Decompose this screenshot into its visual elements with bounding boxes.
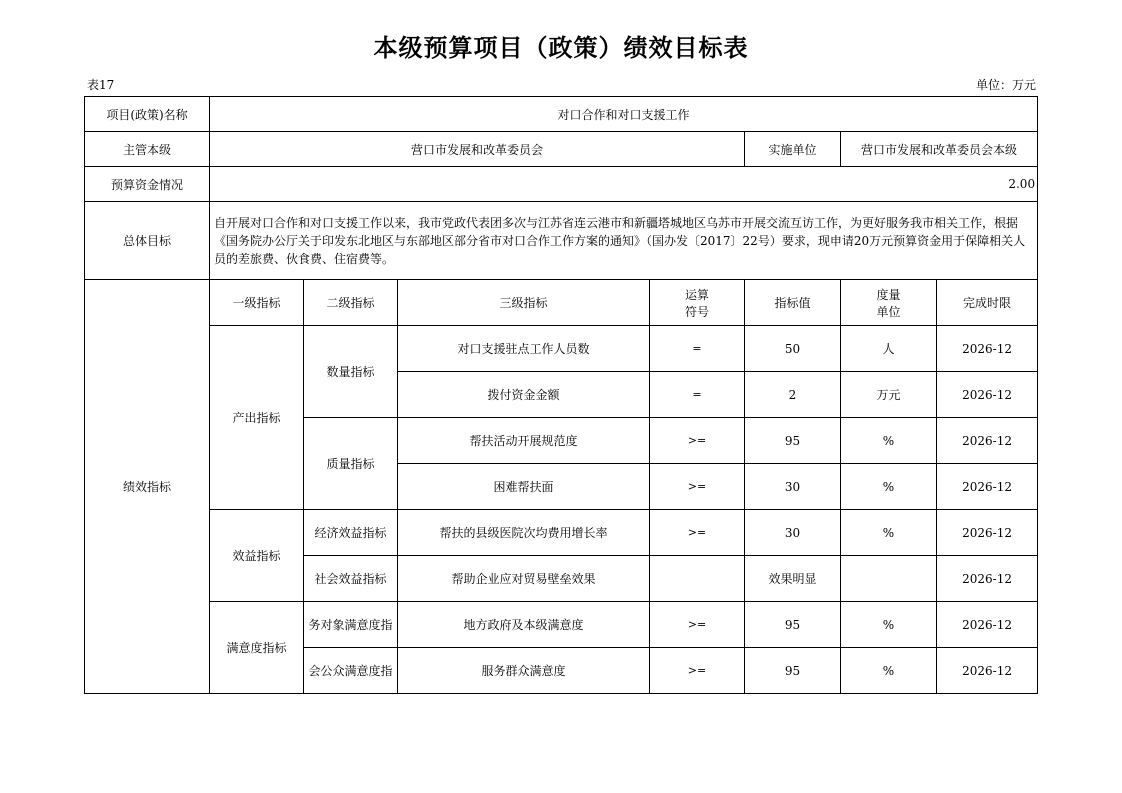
indicator-name: 帮助企业应对贸易壁垒效果 [398,556,650,602]
level2-quantity: 数量指标 [304,326,398,418]
header-value: 指标值 [745,280,841,326]
indicator-operator: >= [650,648,745,694]
indicator-unit: % [841,510,937,556]
indicator-value: 95 [745,602,841,648]
page-title: 本级预算项目（政策）绩效目标表 [373,34,749,62]
indicator-unit: 万元 [841,372,937,418]
indicator-value: 95 [745,418,841,464]
table-row [85,510,1038,556]
level2-public: 会公众满意度指 [304,648,398,694]
budget-label: 预算资金情况 [85,167,210,202]
budget-row [85,167,1038,202]
indicator-operator: = [650,372,745,418]
level2-social: 社会效益指标 [304,556,398,602]
table-row [85,602,1038,648]
overall-goal-label: 总体目标 [85,202,210,280]
indicator-name: 地方政府及本级满意度 [398,602,650,648]
indicator-operator: >= [650,464,745,510]
performance-indicators-label: 绩效指标 [85,280,210,694]
overall-goal-text: 自开展对口合作和对口支援工作以来，我市党政代表团多次与江苏省连云港市和新疆塔城地区乌苏市开展交流互访工作，为更好服务我市相关工作，根据《国务院办公厅关于印发东北地区与东部地区部分省市对口合作工作方案的通知》（国办发〔2017〕22号）要求，现申请20万元预算资金用于保障相关人员的差旅费、伙食费、住宿费等。 [210,202,1038,280]
indicator-operator: >= [650,602,745,648]
indicator-name: 服务群众满意度 [398,648,650,694]
header-deadline: 完成时限 [937,280,1038,326]
header-level3: 三级指标 [398,280,650,326]
indicator-deadline: 2026-12 [937,648,1038,694]
department-label: 主管本级 [85,132,210,167]
header-level2: 二级指标 [304,280,398,326]
header-level1: 一级指标 [210,280,304,326]
table-number: 表17 [87,78,115,92]
budget-value: 2.00 [210,167,1038,202]
performance-target-table [84,96,1038,694]
indicator-value: 30 [745,464,841,510]
header-operator-line1: 运算 [684,287,709,302]
level2-economic: 经济效益指标 [304,510,398,556]
indicator-unit: % [841,648,937,694]
header-operator [650,280,745,326]
indicator-unit [841,556,937,602]
indicator-name: 困难帮扶面 [398,464,650,510]
header-unit [841,280,937,326]
indicator-value: 95 [745,648,841,694]
indicator-name: 帮扶的县级医院次均费用增长率 [398,510,650,556]
indicator-value: 效果明显 [745,556,841,602]
department-row [85,132,1038,167]
indicator-unit: % [841,602,937,648]
implementing-unit-value: 营口市发展和改革委员会本级 [841,132,1038,167]
implementing-unit-label: 实施单位 [745,132,841,167]
project-name-row [85,97,1038,132]
indicator-operator [650,556,745,602]
indicator-unit: % [841,464,937,510]
indicator-unit: % [841,418,937,464]
indicator-operator: = [650,326,745,372]
level1-benefit: 效益指标 [210,510,304,602]
indicator-name: 对口支援驻点工作人员数 [398,326,650,372]
level1-satisfaction: 满意度指标 [210,602,304,694]
indicator-name: 拨付资金金额 [398,372,650,418]
unit-label: 单位：万元 [975,78,1036,92]
indicator-deadline: 2026-12 [937,372,1038,418]
table-row [85,326,1038,372]
level1-output: 产出指标 [210,326,304,510]
indicator-unit: 人 [841,326,937,372]
header-operator-line2: 符号 [684,304,709,319]
indicator-header-row [85,280,1038,326]
indicator-name: 帮扶活动开展规范度 [398,418,650,464]
indicator-operator: >= [650,418,745,464]
header-unit-line1: 度量 [876,287,901,302]
department-value: 营口市发展和改革委员会 [210,132,745,167]
indicator-value: 30 [745,510,841,556]
header-unit-line2: 单位 [876,304,901,319]
indicator-deadline: 2026-12 [937,556,1038,602]
indicator-value: 2 [745,372,841,418]
indicator-operator: >= [650,510,745,556]
indicator-deadline: 2026-12 [937,464,1038,510]
level2-service-object: 务对象满意度指 [304,602,398,648]
overall-goal-row [85,202,1038,280]
level2-quality: 质量指标 [304,418,398,510]
project-name-value: 对口合作和对口支援工作 [210,97,1038,132]
indicator-value: 50 [745,326,841,372]
indicator-deadline: 2026-12 [937,510,1038,556]
project-name-label: 项目(政策)名称 [85,97,210,132]
indicator-deadline: 2026-12 [937,418,1038,464]
indicator-deadline: 2026-12 [937,602,1038,648]
indicator-deadline: 2026-12 [937,326,1038,372]
